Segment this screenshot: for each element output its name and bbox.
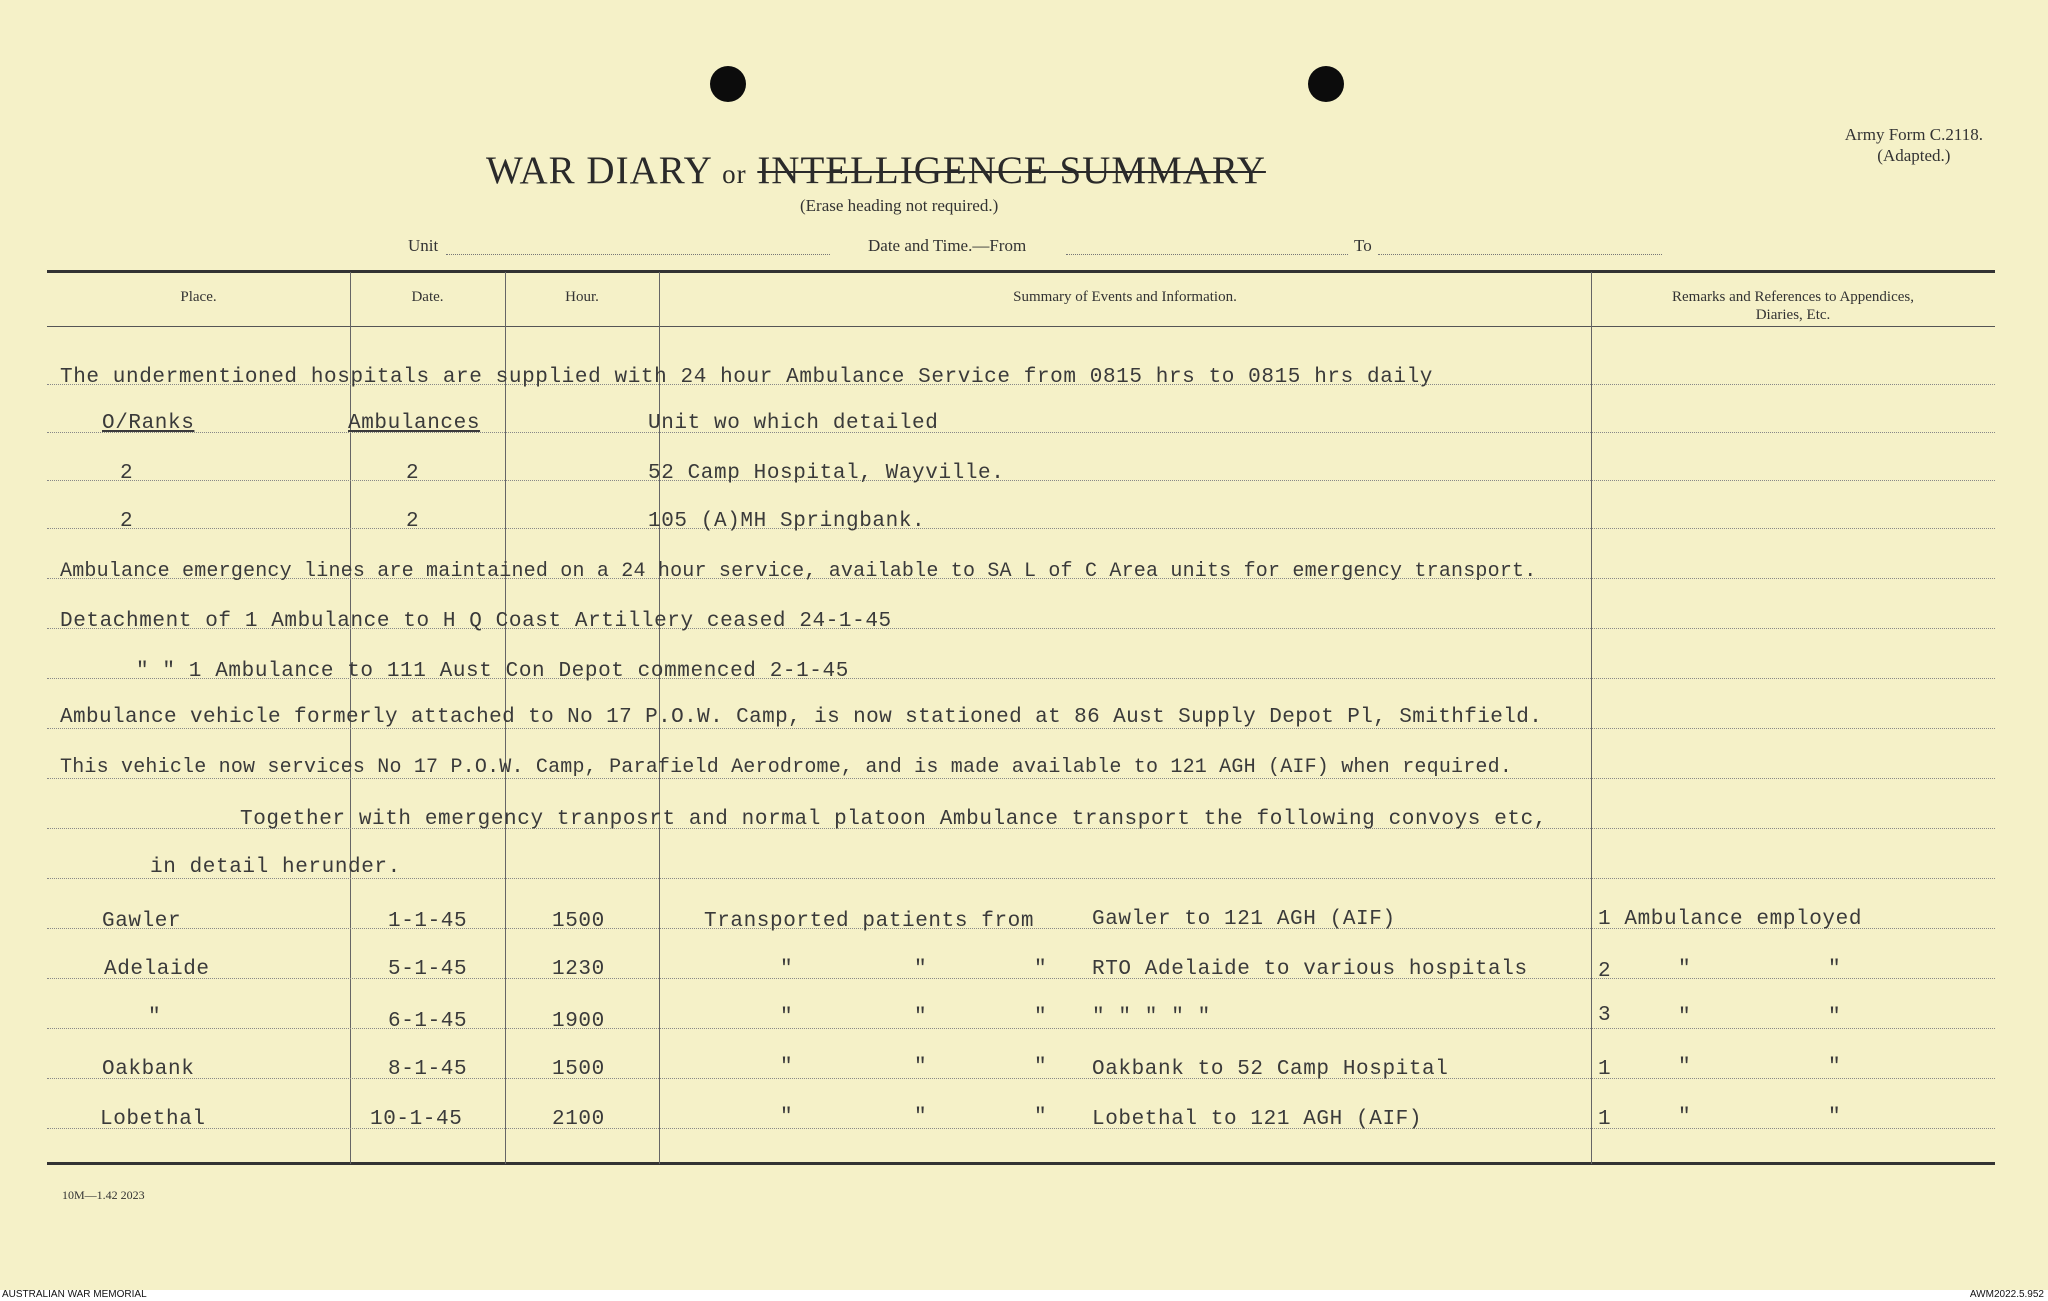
convoy-remarks: 1: [1598, 1108, 1612, 1131]
convoy-route: RTO Adelaide to various hospitals: [1092, 958, 1528, 981]
convoy-remarks: 3: [1598, 1004, 1612, 1027]
row-rule: [47, 1078, 1995, 1079]
convoy-date: 6-1-45: [388, 1010, 468, 1033]
detachment-line: Detachment of 1 Ambulance to H Q Coast Artillery ceased 24-1-45: [60, 610, 892, 633]
hdr-unit-detailed: [648, 412, 938, 435]
title-intelligence-summary: INTELLIGENCE SUMMARY: [757, 149, 1266, 192]
row-rule: [47, 432, 1995, 433]
convoy-place: Lobethal: [100, 1108, 206, 1131]
convoy-remarks: 1: [1598, 1058, 1612, 1081]
ambulance-count: 2: [406, 510, 420, 533]
convoy-place: ": [148, 1006, 162, 1029]
ditto-mark: ": [1034, 1006, 1048, 1029]
convoy-hour: 1230: [552, 958, 605, 981]
form-adapted-line: (Adapted.): [1877, 146, 1951, 165]
row-rule: [47, 1028, 1995, 1029]
punch-hole: [710, 66, 746, 102]
convoy-remarks: 1 Ambulance employed: [1598, 908, 1863, 931]
page-title: [486, 148, 1266, 193]
title-subtitle: (Erase heading not required.): [800, 196, 999, 215]
convoy-place: Oakbank: [102, 1058, 195, 1081]
hdr-unit-detailed-text: Unit wo which detailed: [648, 412, 939, 435]
unit-label: Unit: [408, 236, 439, 255]
convoy-route: " " " " ": [1092, 1006, 1211, 1029]
row-rule: [47, 528, 1995, 529]
convoy-hour: 2100: [552, 1108, 605, 1131]
convoy-hour: 1500: [552, 910, 605, 933]
convoy-hour: 1900: [552, 1010, 605, 1033]
title-war-diary: WAR DIARY: [486, 149, 712, 192]
title-or: or: [722, 159, 747, 189]
vehicle-line: Ambulance vehicle formerly attached to No 17 P.O.W. Camp, is now stationed at 86 Aust Supply Depot Pl, Smithfield.: [60, 706, 1543, 729]
ditto-mark: ": [1678, 1006, 1692, 1029]
col-header-remarks-line1: Remarks and References to Appendices,: [1672, 289, 1914, 305]
hdr-ambulances: Ambulances: [348, 412, 481, 435]
vehicle-line: This vehicle now services No 17 P.O.W. Camp, Parafield Aerodrome, and is made available to 121 AGH (AIF) when required.: [60, 756, 1513, 779]
col-header-remarks: [1591, 288, 1995, 324]
date-from-field: [1066, 254, 1348, 255]
print-code: 10M—1.42 2023: [62, 1188, 145, 1202]
ditto-mark: ": [1828, 1056, 1842, 1079]
column-divider: [1591, 272, 1592, 1164]
date-from-label: Date and Time.—From: [868, 236, 1027, 255]
row-rule: [47, 1128, 1995, 1129]
convoy-date: 10-1-45: [370, 1108, 463, 1131]
row-rule: [47, 480, 1995, 481]
ditto-mark: ": [1034, 1056, 1048, 1079]
ditto-mark: ": [1678, 1106, 1692, 1129]
ditto-mark: ": [1034, 1106, 1048, 1129]
convoy-route: Lobethal to 121 AGH (AIF): [1092, 1108, 1423, 1131]
convoy-remarks: 2: [1598, 960, 1612, 983]
unit-field: [446, 254, 830, 255]
hdr-other-ranks: O/Ranks: [102, 412, 195, 435]
convoy-date: 5-1-45: [388, 958, 468, 981]
detachment-line: " " 1 Ambulance to 111 Aust Con Depot commenced 2-1-45: [136, 660, 849, 683]
ranks-count: 2: [120, 510, 134, 533]
emergency-line: Ambulance emergency lines are maintained on a 24 hour service, available to SA L of C Area units for emergency transport.: [60, 560, 1537, 583]
convoy-summary: Transported patients from: [704, 910, 1035, 933]
archive-credit: AUSTRALIAN WAR MEMORIAL: [2, 1289, 147, 1300]
hospital-unit: 105 (A)MH Springbank.: [648, 510, 926, 533]
detail-line: in detail herunder.: [150, 856, 401, 879]
table-top-rule: [47, 270, 1995, 273]
convoy-date: 8-1-45: [388, 1058, 468, 1081]
ditto-mark: ": [914, 1106, 928, 1129]
convoy-date: 1-1-45: [388, 910, 468, 933]
army-form-number: [1845, 124, 1983, 166]
col-header-date: Date.: [411, 289, 444, 305]
convoy-hour: 1500: [552, 1058, 605, 1081]
ditto-mark: ": [780, 1006, 794, 1029]
ditto-mark: ": [780, 958, 794, 981]
ditto-mark: ": [914, 1006, 928, 1029]
row-rule: [47, 978, 1995, 979]
header-bottom-rule: [47, 326, 1995, 327]
convoy-place: Adelaide: [104, 958, 210, 981]
ditto-mark: ": [914, 958, 928, 981]
convoy-route: Oakbank to 52 Camp Hospital: [1092, 1058, 1449, 1081]
accession-number: AWM2022.5.952: [1969, 1289, 2044, 1300]
ditto-mark: ": [1034, 958, 1048, 981]
convoy-place: Gawler: [102, 910, 182, 933]
col-header-summary: Summary of Events and Information.: [1013, 289, 1237, 305]
col-header-place: Place.: [180, 289, 217, 305]
ditto-mark: ": [914, 1056, 928, 1079]
col-header-hour: Hour.: [565, 289, 599, 305]
table-bottom-rule: [47, 1162, 1995, 1165]
ditto-mark: ": [780, 1106, 794, 1129]
col-header-remarks-line2: Diaries, Etc.: [1755, 307, 1831, 323]
date-to-label: To: [1354, 236, 1372, 255]
ditto-mark: ": [1828, 958, 1842, 981]
convoy-route: Gawler to 121 AGH (AIF): [1092, 908, 1396, 931]
hospital-unit: 52 Camp Hospital, Wayville.: [648, 462, 1005, 485]
ranks-count: 2: [120, 462, 134, 485]
ambulance-count: 2: [406, 462, 420, 485]
date-to-field: [1378, 254, 1662, 255]
ditto-mark: ": [780, 1056, 794, 1079]
together-line: Together with emergency tranposrt and normal platoon Ambulance transport the following convoys etc,: [240, 808, 1548, 831]
ditto-mark: ": [1678, 1056, 1692, 1079]
ditto-mark: ": [1828, 1106, 1842, 1129]
form-number-line: Army Form C.2118.: [1844, 125, 1983, 144]
punch-hole: [1308, 66, 1344, 102]
intro-line: The undermentioned hospitals are supplied with 24 hour Ambulance Service from 0815 hrs to 0815 hrs daily: [60, 366, 1434, 389]
ditto-mark: ": [1828, 1006, 1842, 1029]
ditto-mark: ": [1678, 958, 1692, 981]
